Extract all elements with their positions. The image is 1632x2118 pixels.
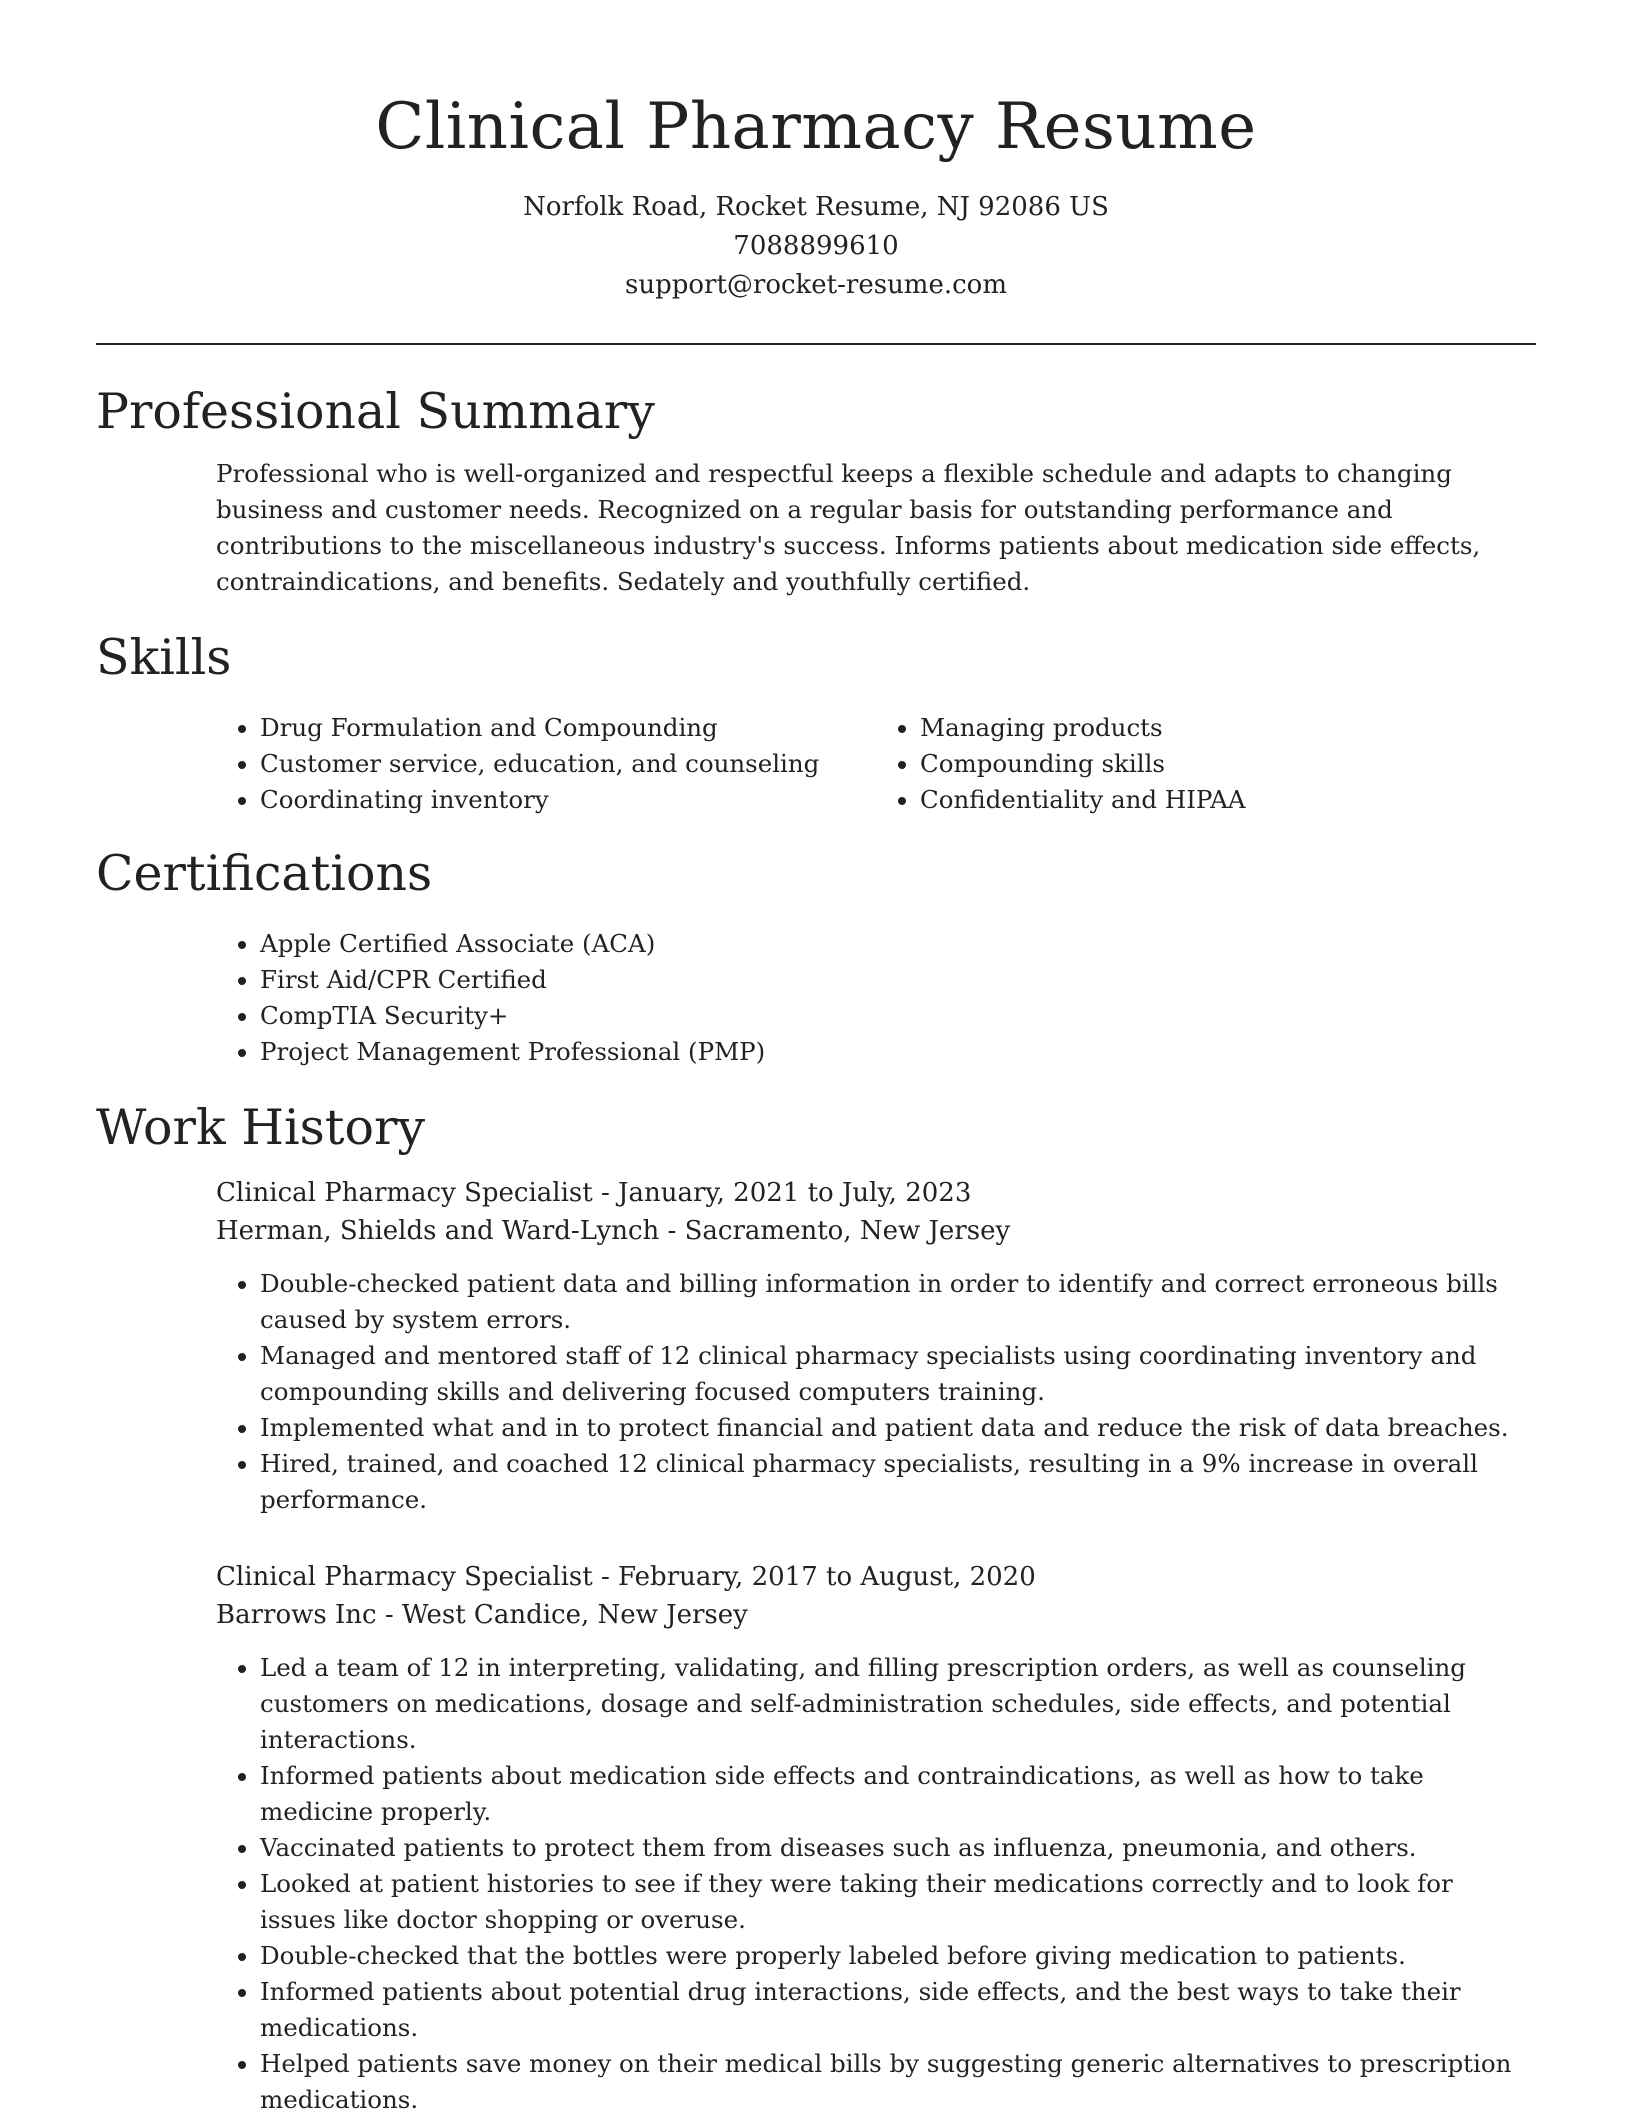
job-bullet: • Helped patients save money on their medical bills by suggesting generic alternatives to prescription medications. [260, 2046, 1536, 2118]
certification-item: • Apple Certified Associate (ACA) [260, 926, 1536, 962]
section-title-skills: Skills [96, 629, 232, 686]
skill-item: • Coordinating inventory [260, 782, 876, 818]
job-bullet: • Informed patients about medication side effects and contraindications, as well as how to take medicine properly. [260, 1758, 1536, 1830]
skill-item: • Confidentiality and HIPAA [920, 782, 1536, 818]
job-role: Clinical Pharmacy Specialist [216, 1178, 593, 1208]
job-bullet: • Implemented what and in to protect financial and patient data and reduce the risk of data breaches. [260, 1410, 1536, 1446]
professional-summary-section [96, 380, 1536, 600]
job-bullet: • Vaccinated patients to protect them from diseases such as influenza, pneumonia, and others. [260, 1830, 1536, 1866]
separator: - [592, 1562, 619, 1592]
job-bullet: • Informed patients about potential drug interactions, side effects, and the best ways to take their medications. [260, 1974, 1536, 2046]
job-company: Barrows Inc [216, 1600, 377, 1630]
job-bullet: • Double-checked that the bottles were properly labeled before giving medication to patients. [260, 1938, 1536, 1974]
job-entry [216, 1558, 1536, 2118]
separator: - [376, 1600, 402, 1630]
section-title-certifications: Certifications [96, 845, 433, 902]
work-history-section [96, 1096, 1536, 2118]
section-title-work-history: Work History [96, 1099, 426, 1156]
job-bullet: • Double-checked patient data and billing information in order to identify and correct erroneous bills caused by system errors. [260, 1266, 1536, 1338]
job-company-line [216, 1212, 1536, 1250]
job-dates: February, 2017 to August, 2020 [618, 1562, 1036, 1592]
skills-list-left [216, 710, 876, 818]
job-bullet-list [216, 1266, 1536, 1518]
job-title-line [216, 1558, 1536, 1596]
resume-title: Clinical Pharmacy Resume [375, 90, 1257, 164]
skill-item: • Compounding skills [920, 746, 1536, 782]
resume-header [96, 0, 1536, 345]
skills-grid [216, 710, 1536, 818]
certifications-list [216, 926, 1536, 1070]
section-title-summary: Professional Summary [96, 383, 655, 440]
job-bullet: • Looked at patient histories to see if they were taking their medications correctly and to look for issues like doctor shopping or overuse. [260, 1866, 1536, 1938]
certification-item: • CompTIA Security+ [260, 998, 1536, 1034]
skill-item: • Drug Formulation and Compounding [260, 710, 876, 746]
separator: - [592, 1178, 619, 1208]
contact-phone: 7088899610 [733, 231, 899, 261]
job-dates: January, 2021 to July, 2023 [618, 1178, 972, 1208]
job-company: Herman, Shields and Ward-Lynch [216, 1216, 660, 1246]
job-bullet-list [216, 1650, 1536, 2118]
job-title-line [216, 1174, 1536, 1212]
job-company-line [216, 1596, 1536, 1634]
skills-list-right [876, 710, 1536, 818]
summary-text: Professional who is well-organized and respectful keeps a flexible schedule and adapts to changing business and customer needs. Recognized on a regular basis for outstanding performance and contributions to the miscellaneous industry's success. Informs patients about medication side effects, contraindications, and benefits. Sedately and youthfully certified. [216, 459, 1481, 596]
job-entry [216, 1174, 1536, 1518]
certification-item: • First Aid/CPR Certified [260, 962, 1536, 998]
skills-section [96, 626, 1536, 818]
job-location: West Candice, New Jersey [401, 1600, 748, 1630]
contact-address: Norfolk Road, Rocket Resume, NJ 92086 US [523, 192, 1109, 222]
separator: - [659, 1216, 685, 1246]
job-bullet: • Managed and mentored staff of 12 clinical pharmacy specialists using coordinating inventory and compounding skills and delivering focused computers training. [260, 1338, 1536, 1410]
skill-item: • Managing products [920, 710, 1536, 746]
job-bullet: • Led a team of 12 in interpreting, validating, and filling prescription orders, as well as counseling customers on medications, dosage and self-administration schedules, side effects, and potential interactions. [260, 1650, 1536, 1758]
job-bullet: • Hired, trained, and coached 12 clinical pharmacy specialists, resulting in a 9% increase in overall performance. [260, 1446, 1536, 1518]
certification-item: • Project Management Professional (PMP) [260, 1034, 1536, 1070]
skill-item: • Customer service, education, and counseling [260, 746, 876, 782]
header-divider [96, 343, 1536, 345]
job-role: Clinical Pharmacy Specialist [216, 1562, 593, 1592]
certifications-section [96, 842, 1536, 1070]
contact-block [96, 188, 1536, 305]
contact-email: support@rocket-resume.com [624, 270, 1007, 300]
job-location: Sacramento, New Jersey [684, 1216, 1011, 1246]
